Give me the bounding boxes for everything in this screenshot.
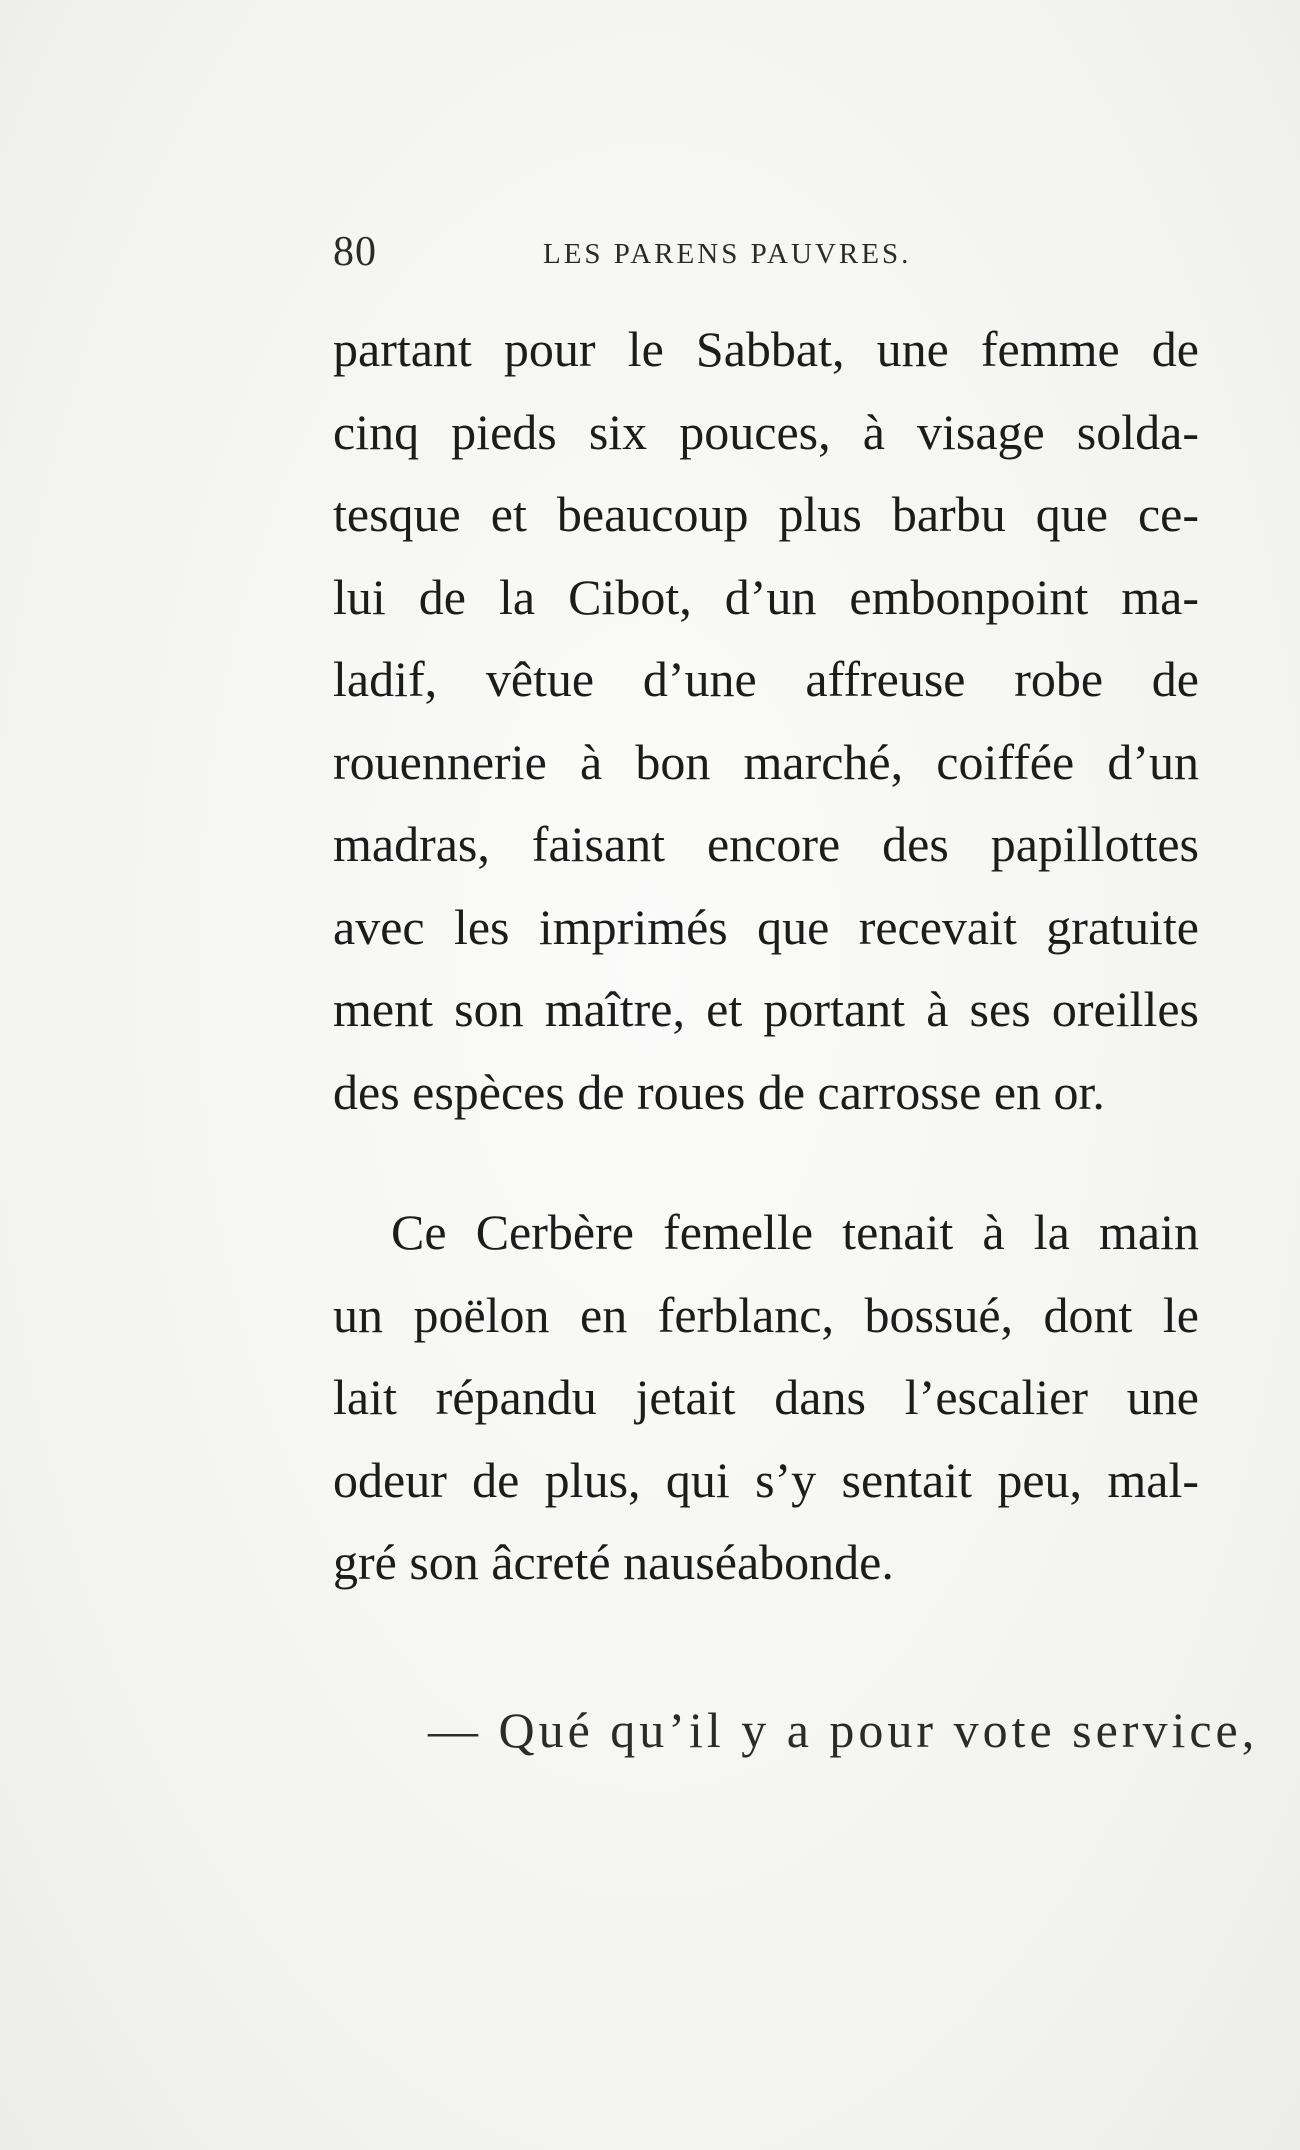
running-head bbox=[333, 228, 987, 278]
text-line: ladif, vêtue d’une affreuse robe de bbox=[333, 651, 1199, 707]
text-line: un poëlon en ferblanc, bossué, dont le bbox=[333, 1286, 1199, 1343]
text-line: Ce Cerbère femelle tenait à la main bbox=[391, 1204, 1199, 1260]
paragraph-2 bbox=[333, 1191, 1199, 1604]
text-line: gré son âcreté nauséabonde. bbox=[333, 1534, 894, 1590]
text-line: des espèces de roues de carrosse en or. bbox=[333, 1063, 1105, 1120]
text-line: ment son maître, et portant à ses oreilles bbox=[333, 981, 1199, 1037]
text-line: partant pour le Sabbat, une femme de bbox=[333, 321, 1199, 377]
running-title: LES PARENS PAUVRES. bbox=[543, 238, 912, 270]
text-line: lui de la Cibot, d’un embonpoint ma- bbox=[333, 568, 1199, 625]
text-line: — Qué qu’il y a pour vote service, bbox=[428, 1702, 1259, 1758]
text-line: avec les imprimés que recevait gratuite bbox=[333, 898, 1199, 955]
page-number: 80 bbox=[333, 229, 377, 275]
text-line: cinq pieds six pouces, à visage solda- bbox=[333, 403, 1199, 460]
text-line: lait répandu jetait dans l’escalier une bbox=[333, 1369, 1199, 1425]
text-line: rouennerie à bon marché, coiffée d’un bbox=[333, 733, 1199, 790]
text-line: odeur de plus, qui s’y sentait peu, mal- bbox=[333, 1451, 1199, 1508]
text-line: madras, faisant encore des papillottes bbox=[333, 816, 1199, 872]
text-line: tesque et beaucoup plus barbu que ce- bbox=[333, 486, 1199, 542]
paragraph-1 bbox=[333, 308, 1199, 1133]
paragraph-3 bbox=[333, 1689, 1259, 1772]
